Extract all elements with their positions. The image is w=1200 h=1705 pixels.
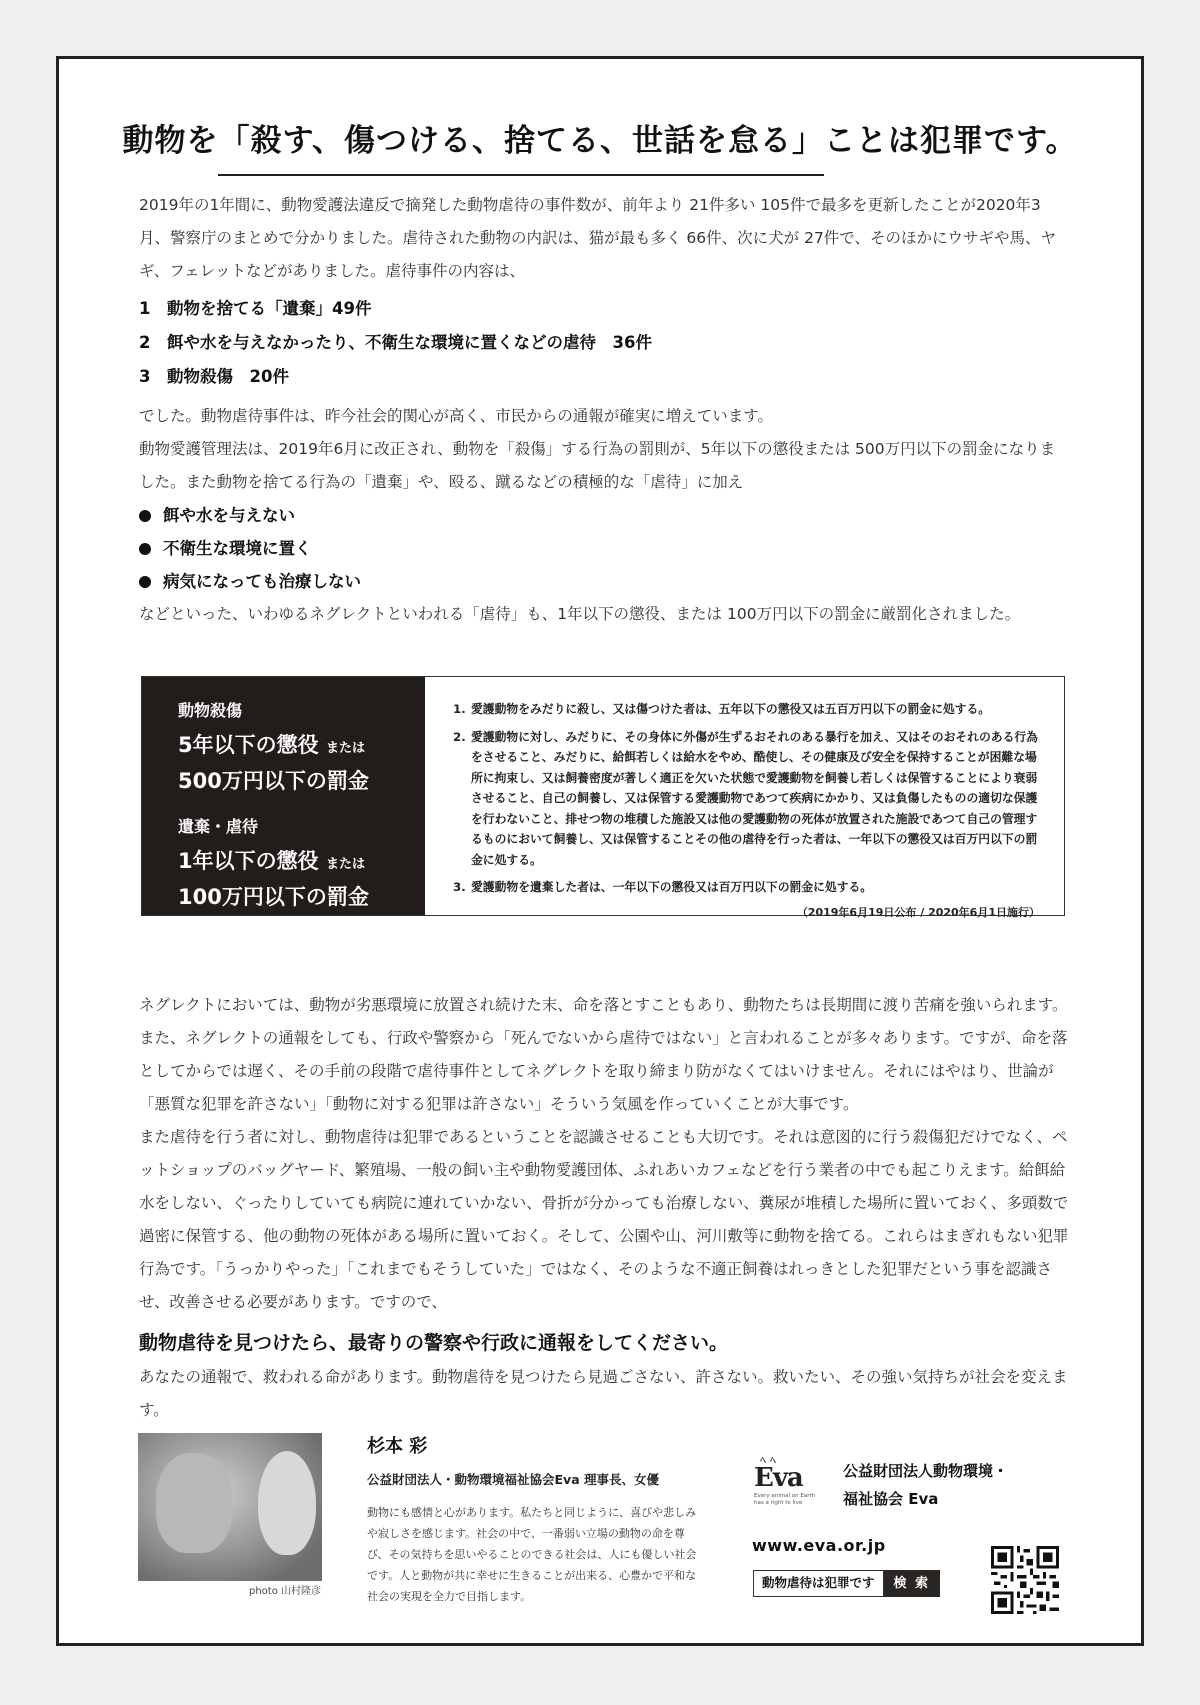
poster-sheet: [56, 56, 1144, 1646]
search-button[interactable]: 検 索: [884, 1570, 941, 1597]
mid-paragraph: でした。動物虐待事件は、昨今社会的関心が高く、市民からの通報が確実に増えています。: [139, 407, 773, 425]
profile: [367, 1432, 702, 1607]
profile-role: 公益財団法人・動物環境福祉協会Eva 理事長、女優: [367, 1472, 659, 1487]
bullet-dot-icon: [139, 576, 151, 588]
logo-tagline: Every animal on Earth has a right to live: [754, 1493, 816, 1506]
penalty-text: 5年以下の懲役 または 500万円以下の罰金: [178, 733, 369, 793]
bullet-dot-icon: [139, 510, 151, 522]
profile-name: 杉本 彩: [367, 1436, 428, 1457]
call-to-action: 動物虐待を見つけたら、最寄りの警察や行政に通報をしてください。: [139, 1332, 729, 1354]
intro-paragraph: 2019年の1年間に、動物愛護法違反で摘発した動物虐待の事件数が、前年より 21件多い 105件で最多を更新したことが2020年3月、警察庁のまとめで分かりました。虐待された動物の内訳は、猫が最も多く 66件、次に犬が 27件で、そのほかにウサギや馬、ヤギ、フェレットなどがありました。虐待事件の内容は、: [139, 196, 1056, 280]
body-paragraph: また虐待を行う者に対し、動物虐待は犯罪であるということを認識させることも大切です。それは意図的に行う殺傷犯だけでなく、ペットショップのバッグヤード、繁殖場、一般の飼い主や動物愛護団体、ふれあいカフェなどを行う業者の中でも起こりえます。給餌給水をしない、ぐったりしていても病院に連れていかない、骨折が分かっても治療しない、糞尿が堆積した場所に置いておく、多頭数で過密に保管する、他の動物の死体がある場所に置いておく。そして、公園や山、河川敷等に動物を捨てる。これらはまぎれもない犯罪行為です。「うっかりやった」「これまでもそうしていた」ではなく、そのような不適正飼養はれっきとした犯罪だという事を認識させ、改善させる必要があります。ですので、: [139, 1128, 1069, 1311]
search-input[interactable]: 動物虐待は犯罪です: [753, 1570, 884, 1597]
case-list: [139, 292, 1069, 394]
portrait-photo: [138, 1433, 322, 1581]
search-bar: [753, 1570, 940, 1597]
case-item: 1 動物を捨てる「遺棄」49件: [139, 299, 372, 318]
law-articles: [425, 677, 1064, 919]
after-bullets-paragraph: などといった、いわゆるネグレクトといわれる「虐待」も、1年以下の懲役、または 100万円以下の罰金に厳罰化されました。: [139, 605, 1021, 623]
bullet-dot-icon: [139, 543, 151, 555]
profile-description: 動物にも感情と心があります。私たちと同じように、喜びや悲しみや寂しさを感じます。社会の中で、一番弱い立場の動物の命を尊び、その気持ちを思いやることのできる社会は、人にも優しい社会です。人と動物が共に幸せに生きることが出来る、心豊かで平和な社会の実現を全力で目指します。: [367, 1506, 697, 1603]
cat-silhouette: [156, 1453, 232, 1553]
law-article: 2. 愛護動物に対し、みだりに、その身体に外傷が生ずるおそれのある暴行を加え、又はそのおそれのある行為をさせること、みだりに、給餌若しくは給水をやめ、酷使し、その健康及び安全を保持することが困難な場所に拘束し、又は飼養密度が著しく適正を欠いた状態で愛護動物を飼養し若しくは保管することにより衰弱させること、自己の飼養し、又は保管する愛護動物であつて疾病にかかり、又は負傷したものの適切な保護を行わないこと、排せつ物の堆積した施設又は他の愛護動物の死体が放置された施設であつて自己の管理するものにおいて飼養し、又は保管することその他の虐待を行った者は、一年以下の懲役又は百万円以下の罰金に処する。: [453, 729, 1038, 867]
headline-highlight: 「殺す、傷つける、捨てる、世話を怠る」: [218, 115, 824, 176]
law-date: （2019年6月19日公布 / 2020年6月1日施行）: [796, 905, 1040, 919]
law-article: 3. 愛護動物を遺棄した者は、一年以下の懲役又は百万円以下の罰金に処する。: [453, 880, 873, 894]
law-box: [141, 676, 1065, 919]
penalty-panel: [142, 677, 425, 915]
org-url[interactable]: www.eva.or.jp: [752, 1536, 886, 1555]
penalty-caption: 遺棄・虐待: [178, 817, 259, 836]
qr-code-icon[interactable]: [991, 1546, 1059, 1614]
intro-section: [139, 189, 1069, 631]
law-article: 1. 愛護動物をみだりに殺し、又は傷つけた者は、五年以下の懲役又は五百万円以下の罰金に処する。: [453, 702, 991, 716]
photo-credit: photo 山村隆彦: [249, 1586, 322, 1597]
bullet-item: 不衛生な環境に置く: [139, 532, 1069, 565]
org-name: 公益財団法人動物環境・ 福祉協会 Eva: [843, 1462, 1009, 1508]
person-silhouette: [258, 1451, 316, 1555]
eva-logo: [754, 1453, 826, 1521]
bullet-list: [139, 499, 1069, 598]
case-item: 2 餌や水を与えなかったり、不衛生な環境に置くなどの虐待 36件: [139, 333, 652, 352]
cat-ears-icon: ﾍ ﾍ: [760, 1453, 776, 1467]
headline-suffix: ことは犯罪です。: [824, 123, 1078, 159]
penalty-text: 1年以下の懲役 または 100万円以下の罰金: [178, 849, 369, 909]
bullet-item: 餌や水を与えない: [139, 499, 1069, 532]
bullet-item: 病気になっても治療しない: [139, 565, 1069, 598]
mid-paragraph: 動物愛護管理法は、2019年6月に改正され、動物を「殺傷」する行為の罰則が、5年以下の懲役または 500万円以下の罰金になりました。また動物を捨てる行為の「遺棄」や、殴る、蹴るなどの積極的な「虐待」に加え: [139, 440, 1056, 491]
body-section: [139, 989, 1069, 1427]
closing-paragraph: あなたの通報で、救われる命があります。動物虐待を見つけたら見過ごさない、許さない。救いたい、その強い気持ちが社会を変えます。: [139, 1368, 1068, 1419]
headline: [59, 115, 1141, 176]
penalty-caption: 動物殺傷: [178, 701, 243, 720]
logo-word: Eva: [754, 1463, 803, 1493]
headline-prefix: 動物を: [122, 123, 219, 159]
case-item: 3 動物殺傷 20件: [139, 367, 289, 386]
body-paragraph: ネグレクトにおいては、動物が劣悪環境に放置され続けた末、命を落とすこともあり、動物たちは長期間に渡り苦痛を強いられます。また、ネグレクトの通報をしても、行政や警察から「死んでないから虐待ではない」と言われることが多々あります。ですが、命を落としてからでは遅く、その手前の段階で虐待事件としてネグレクトを取り締まり防がなくてはいけません。それにはやはり、世論が「悪質な犯罪を許さない」「動物に対する犯罪は許さない」そういう気風を作っていくことが大事です。: [139, 996, 1068, 1113]
